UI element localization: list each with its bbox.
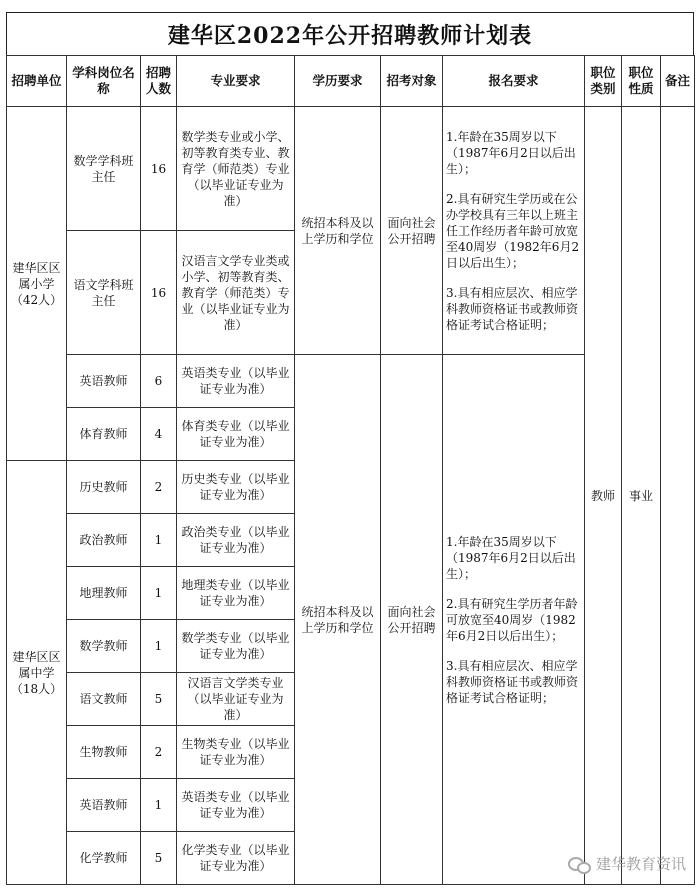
watermark bbox=[568, 853, 686, 874]
header-education: 学历要求 bbox=[295, 56, 381, 107]
count-cell: 5 bbox=[141, 832, 177, 885]
major-cell: 化学类专业（以毕业证专业为准） bbox=[177, 832, 295, 885]
signup-item: 3.具有相应层次、相应学科教师资格证书或教师资格证考试合格证明； bbox=[446, 285, 579, 332]
recruitment-plan-table bbox=[6, 55, 695, 885]
count-cell: 5 bbox=[141, 673, 177, 726]
major-cell: 汉语言文学类专业（以毕业证专业为准） bbox=[177, 673, 295, 726]
post-cell: 化学教师 bbox=[67, 832, 141, 885]
post-cell: 生物教师 bbox=[67, 726, 141, 779]
header-post: 学科岗位名称 bbox=[67, 56, 141, 107]
count-cell: 6 bbox=[141, 355, 177, 408]
signup-item: 1.年龄在35周岁以下（1987年6月2日以后出生）； bbox=[446, 534, 576, 581]
header-category: 职位类别 bbox=[585, 56, 622, 107]
header-target: 招考对象 bbox=[381, 56, 443, 107]
major-cell: 体育类专业（以毕业证专业为准） bbox=[177, 408, 295, 461]
signup-item: 1.年龄在35周岁以下（1987年6月2日以后出生）； bbox=[446, 129, 576, 176]
header-major: 专业要求 bbox=[177, 56, 295, 107]
count-cell: 4 bbox=[141, 408, 177, 461]
unit-middle: 建华区区属中学（18人） bbox=[7, 461, 67, 885]
count-cell: 2 bbox=[141, 461, 177, 514]
count-cell: 1 bbox=[141, 514, 177, 567]
wechat-icon bbox=[568, 855, 590, 873]
major-cell: 数学类专业或小学、初等教育类专业、教育学（师范类）专业（以毕业证专业为准） bbox=[177, 107, 295, 231]
post-cell: 数学学科班主任 bbox=[67, 107, 141, 231]
count-cell: 1 bbox=[141, 567, 177, 620]
education-primary: 统招本科及以上学历和学位 bbox=[295, 107, 381, 355]
nature-cell: 事业 bbox=[622, 107, 661, 885]
unit-primary: 建华区区属小学（42人） bbox=[7, 107, 67, 461]
education-middle: 统招本科及以上学历和学位 bbox=[295, 355, 381, 885]
target-middle: 面向社会公开招聘 bbox=[381, 355, 443, 885]
header-signup: 报名要求 bbox=[443, 56, 585, 107]
header-unit: 招聘单位 bbox=[7, 56, 67, 107]
post-cell: 英语教师 bbox=[67, 779, 141, 832]
title-row bbox=[6, 12, 694, 56]
count-cell: 1 bbox=[141, 620, 177, 673]
header-remark: 备注 bbox=[661, 56, 695, 107]
target-primary: 面向社会公开招聘 bbox=[381, 107, 443, 355]
header-row bbox=[7, 56, 695, 107]
major-cell: 地理类专业（以毕业证专业为准） bbox=[177, 567, 295, 620]
signup-item: 2.具有研究生学历或在公办学校具有三年以上班主任工作经历者年龄可放宽至40周岁（1982年6月2日以后出生）； bbox=[446, 191, 580, 270]
major-cell: 英语类专业（以毕业证专业为准） bbox=[177, 355, 295, 408]
page-title: 建华区2022年公开招聘教师计划表 bbox=[167, 22, 533, 49]
table-row bbox=[7, 107, 695, 231]
count-cell: 1 bbox=[141, 779, 177, 832]
post-cell: 数学教师 bbox=[67, 620, 141, 673]
count-cell: 2 bbox=[141, 726, 177, 779]
header-nature: 职位性质 bbox=[622, 56, 661, 107]
signup-middle bbox=[443, 355, 585, 885]
signup-item: 2.具有研究生学历者年龄可放宽至40周岁（1982年6月2日以后出生）； bbox=[446, 596, 578, 643]
post-cell: 体育教师 bbox=[67, 408, 141, 461]
major-cell: 政治类专业（以毕业证专业为准） bbox=[177, 514, 295, 567]
major-cell: 汉语言文学专业类或小学、初等教育类、教育学（师范类）专业（以毕业证专业为准） bbox=[177, 231, 295, 355]
post-cell: 政治教师 bbox=[67, 514, 141, 567]
count-cell: 16 bbox=[141, 107, 177, 231]
post-cell: 历史教师 bbox=[67, 461, 141, 514]
signup-item: 3.具有相应层次、相应学科教师资格证书或教师资格证考试合格证明； bbox=[446, 658, 579, 705]
header-count: 招聘人数 bbox=[141, 56, 177, 107]
post-cell: 语文教师 bbox=[67, 673, 141, 726]
watermark-text: 建华教育资讯 bbox=[595, 855, 686, 873]
major-cell: 历史类专业（以毕业证专业为准） bbox=[177, 461, 295, 514]
post-cell: 英语教师 bbox=[67, 355, 141, 408]
category-cell: 教师 bbox=[585, 107, 622, 885]
major-cell: 数学类专业（以毕业证专业为准） bbox=[177, 620, 295, 673]
post-cell: 地理教师 bbox=[67, 567, 141, 620]
remark-cell bbox=[661, 107, 695, 885]
signup-primary bbox=[443, 107, 585, 355]
major-cell: 生物类专业（以毕业证专业为准） bbox=[177, 726, 295, 779]
major-cell: 英语类专业（以毕业证专业为准） bbox=[177, 779, 295, 832]
post-cell: 语文学科班主任 bbox=[67, 231, 141, 355]
count-cell: 16 bbox=[141, 231, 177, 355]
